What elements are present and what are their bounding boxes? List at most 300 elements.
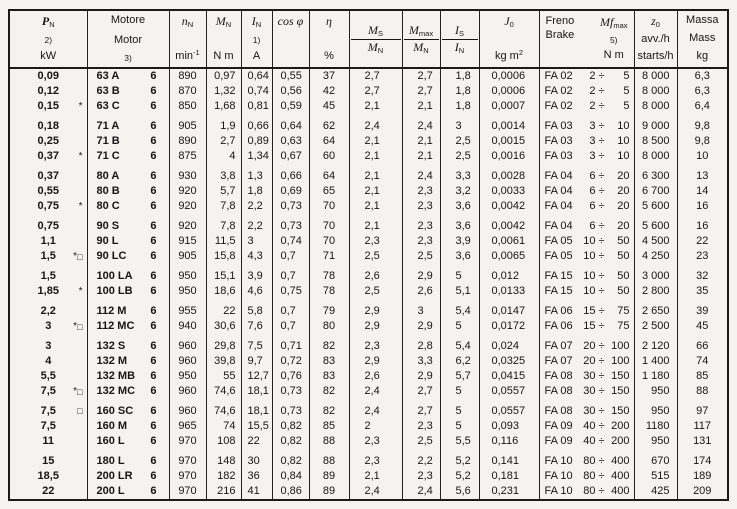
table-row xyxy=(9,84,728,99)
cell-starts: 2 650 xyxy=(634,304,677,319)
pole-count: 6 xyxy=(150,420,157,432)
cell-brake: FA 09 40 ÷ 200 xyxy=(539,434,634,449)
cell-torque: 7,8 xyxy=(206,219,241,234)
cell-mmax-ratio: 2,9 xyxy=(402,319,440,334)
divide-sign: ÷ xyxy=(598,355,605,367)
cell-power: 0,09 xyxy=(9,68,87,84)
pole-count: 6 xyxy=(150,100,157,112)
cell-mass: 117 xyxy=(693,420,712,432)
table-row xyxy=(9,419,728,434)
cell-inertia: 0,0014 xyxy=(479,119,539,134)
cell-cosphi: 0,55 xyxy=(272,68,309,84)
cell-starts: 8 000 xyxy=(634,99,677,114)
cell-speed: 970 xyxy=(169,434,206,449)
cell-current: 36 xyxy=(241,469,272,484)
cell-mmax-ratio: 2,1 xyxy=(402,134,440,149)
col-header-efficiency xyxy=(309,10,349,68)
cell-inertia: 0,0133 xyxy=(479,284,539,299)
cell-inertia: 0,0557 xyxy=(479,384,539,399)
cell-ms-ratio: 2,6 xyxy=(349,369,402,384)
mmax-ratio-fraction: $\frac{M_{max}}{M_N}$ xyxy=(404,24,439,55)
cell-efficiency: 78 xyxy=(309,269,349,284)
cosphi-symbol: cos φ xyxy=(277,14,304,28)
divide-sign: ÷ xyxy=(598,270,605,282)
cell-motor xyxy=(87,304,169,319)
cell-cosphi: 0,7 xyxy=(272,269,309,284)
cell-efficiency: 82 xyxy=(309,339,349,354)
efficiency-unit: % xyxy=(324,50,334,63)
cell-mmax-ratio: 2,4 xyxy=(402,119,440,134)
cell-current: 3 xyxy=(241,234,272,249)
motor-name: 160 M xyxy=(96,420,128,432)
cell-power: 0,55 xyxy=(9,184,87,199)
divide-sign: ÷ xyxy=(598,435,605,447)
cell-torque: 11,5 xyxy=(206,234,241,249)
pole-count: 6 xyxy=(150,250,157,262)
brake-model: FA 10 xyxy=(544,470,573,482)
cell-motor xyxy=(87,269,169,284)
cell-mass: 209 xyxy=(693,485,712,497)
cell-mass: 32 xyxy=(696,270,709,282)
cell-is-ratio: 1,8 xyxy=(440,99,479,114)
divide-sign: ÷ xyxy=(598,170,605,182)
cell-power: 3 *□ xyxy=(9,319,87,334)
cell-is-ratio: 5 xyxy=(440,319,479,334)
cell-speed: 890 xyxy=(169,68,206,84)
cell-is-ratio: 2,5 xyxy=(440,134,479,149)
cell-inertia: 0,0006 xyxy=(479,68,539,84)
cell-power: 0,15 * xyxy=(9,99,87,114)
cell-cosphi: 0,72 xyxy=(272,354,309,369)
cell-mass: 23 xyxy=(696,250,709,262)
torque-unit: N m xyxy=(213,50,234,63)
divide-sign: ÷ xyxy=(598,370,605,382)
cell-motor xyxy=(87,484,169,500)
cell-cosphi: 0,73 xyxy=(272,384,309,399)
cell-speed: 890 xyxy=(169,134,206,149)
motor-name: 71 A xyxy=(96,120,120,132)
cell-is-ratio: 1,8 xyxy=(440,84,479,99)
power-symbol: $P_N$ xyxy=(41,14,55,29)
inertia-unit: kg $m^2$ xyxy=(494,48,523,63)
header-row xyxy=(9,10,728,68)
brake-model: FA 03 xyxy=(544,150,573,162)
col-header-motor xyxy=(87,10,169,68)
current-unit: A xyxy=(252,50,261,63)
brake-model: FA 05 xyxy=(544,235,573,247)
cell-efficiency: 89 xyxy=(309,484,349,500)
cell-speed: 950 xyxy=(169,369,206,384)
brake-label-en: Brake xyxy=(545,28,575,41)
cell-starts: 2 800 xyxy=(634,284,677,299)
cell-cosphi: 0,84 xyxy=(272,469,309,484)
brake-model: FA 08 xyxy=(544,370,573,382)
cell-motor xyxy=(87,369,169,384)
cell-power: 1,5 *□ xyxy=(9,249,87,264)
cell-power: 1,1 xyxy=(9,234,87,249)
cell-is-ratio: 3,2 xyxy=(440,184,479,199)
cell-is-ratio: 5,4 xyxy=(440,339,479,354)
pole-count: 6 xyxy=(150,320,157,332)
cell-current: 1,34 xyxy=(241,149,272,164)
cell-inertia: 0,116 xyxy=(479,434,539,449)
col-header-mmax-ratio xyxy=(402,10,440,68)
cell-motor xyxy=(87,149,169,164)
cell-starts: 6 700 xyxy=(634,184,677,199)
cell-mmax-ratio: 2,1 xyxy=(402,149,440,164)
cell-brake: FA 04 6 ÷ 20 xyxy=(539,169,634,184)
cell-speed: 970 xyxy=(169,454,206,469)
cell-mass: 10 xyxy=(696,150,709,162)
current-note: 1) xyxy=(252,34,261,45)
cell-ms-ratio: 2 xyxy=(349,419,402,434)
cell-brake: FA 15 10 ÷ 50 xyxy=(539,284,634,299)
cell-mass: 74 xyxy=(696,355,709,367)
cell-is-ratio: 5,2 xyxy=(440,454,479,469)
cell-efficiency: 82 xyxy=(309,404,349,419)
brake-note: 5) xyxy=(609,34,618,45)
table-row xyxy=(9,354,728,369)
cell-inertia: 0,0033 xyxy=(479,184,539,199)
cell-speed: 875 xyxy=(169,149,206,164)
cell-brake: FA 02 2 ÷ 5 xyxy=(539,99,634,114)
table-row xyxy=(9,369,728,384)
cell-ms-ratio: 2,9 xyxy=(349,319,402,334)
motor-name: 100 LA xyxy=(96,270,133,282)
cell-ms-ratio: 2,9 xyxy=(349,354,402,369)
cell-starts: 3 000 xyxy=(634,269,677,284)
cell-current: 2,2 xyxy=(241,199,272,214)
table-row xyxy=(9,454,728,469)
cell-brake: FA 08 30 ÷ 150 xyxy=(539,404,634,419)
cell-inertia: 0,0147 xyxy=(479,304,539,319)
divide-sign: ÷ xyxy=(598,200,605,212)
cell-motor xyxy=(87,419,169,434)
cell-starts: 1 400 xyxy=(634,354,677,369)
motor-name: 132 MB xyxy=(96,370,136,382)
motor-name: 90 LC xyxy=(96,250,127,262)
cell-is-ratio: 3,6 xyxy=(440,249,479,264)
pole-count: 6 xyxy=(150,305,157,317)
cell-torque: 74,6 xyxy=(206,404,241,419)
pole-count: 6 xyxy=(150,235,157,247)
pole-count: 6 xyxy=(150,150,157,162)
cell-inertia: 0,0015 xyxy=(479,134,539,149)
cell-motor xyxy=(87,219,169,234)
cell-motor xyxy=(87,319,169,334)
cell-motor xyxy=(87,84,169,99)
cell-motor xyxy=(87,354,169,369)
col-header-torque xyxy=(206,10,241,68)
cell-current: 0,74 xyxy=(241,84,272,99)
cell-current: 1,8 xyxy=(241,184,272,199)
starts-unit-it: avv./h xyxy=(641,33,670,46)
cell-power: 0,37 xyxy=(9,169,87,184)
cell-cosphi: 0,82 xyxy=(272,454,309,469)
brake-unit: N m xyxy=(603,49,624,62)
brake-model: FA 03 xyxy=(544,120,573,132)
cell-starts: 1 180 xyxy=(634,369,677,384)
cell-power: 0,18 xyxy=(9,119,87,134)
cell-efficiency: 71 xyxy=(309,249,349,264)
cell-torque: 182 xyxy=(206,469,241,484)
cell-torque: 4 xyxy=(206,149,241,164)
cell-inertia: 0,0028 xyxy=(479,169,539,184)
cell-power: 1,5 xyxy=(9,269,87,284)
cell-starts: 6 300 xyxy=(634,169,677,184)
cell-power: 7,5 *□ xyxy=(9,384,87,399)
cell-current: 0,89 xyxy=(241,134,272,149)
cell-ms-ratio: 2,3 xyxy=(349,234,402,249)
cell-inertia: 0,0042 xyxy=(479,199,539,214)
motor-name: 132 S xyxy=(96,340,126,352)
is-ratio-fraction: $\frac{I_S}{I_N}$ xyxy=(442,24,478,55)
cell-cosphi: 0,75 xyxy=(272,284,309,299)
table-row xyxy=(9,199,728,214)
cell-mmax-ratio: 2,5 xyxy=(402,249,440,264)
cell-brake: FA 03 3 ÷ 10 xyxy=(539,134,634,149)
pole-count: 6 xyxy=(150,405,157,417)
cell-is-ratio: 3,9 xyxy=(440,234,479,249)
motor-name: 71 B xyxy=(96,135,120,147)
cell-brake: FA 09 40 ÷ 200 xyxy=(539,419,634,434)
cell-power: 5,5 xyxy=(9,369,87,384)
divide-sign: ÷ xyxy=(598,485,605,497)
motor-label-it: Motore xyxy=(110,14,146,26)
cell-is-ratio: 3,6 xyxy=(440,219,479,234)
divide-sign: ÷ xyxy=(598,285,605,297)
brake-model: FA 06 xyxy=(544,320,573,332)
ms-ratio-fraction: $\frac{M_S}{M_N}$ xyxy=(351,24,401,55)
cell-ms-ratio: 2,1 xyxy=(349,149,402,164)
cell-cosphi: 0,7 xyxy=(272,304,309,319)
cell-efficiency: 89 xyxy=(309,469,349,484)
divide-sign: ÷ xyxy=(598,220,605,232)
motor-name: 160 L xyxy=(96,435,125,447)
cell-mass: 97 xyxy=(696,405,709,417)
cell-motor xyxy=(87,134,169,149)
table-row xyxy=(9,134,728,149)
cell-starts: 8 000 xyxy=(634,149,677,164)
divide-sign: ÷ xyxy=(598,470,605,482)
col-header-cosphi xyxy=(272,10,309,68)
cell-ms-ratio: 2,6 xyxy=(349,269,402,284)
cell-torque: 148 xyxy=(206,454,241,469)
motor-name: 90 S xyxy=(96,220,120,232)
brake-model: FA 02 xyxy=(544,70,573,82)
cell-brake: FA 10 80 ÷ 400 xyxy=(539,484,634,500)
motor-name: 63 A xyxy=(96,70,120,82)
cell-motor xyxy=(87,68,169,84)
cell-torque: 7,8 xyxy=(206,199,241,214)
cell-inertia: 0,0006 xyxy=(479,84,539,99)
cell-motor xyxy=(87,184,169,199)
starts-symbol: $z_0$ xyxy=(651,14,660,29)
power-unit: kW xyxy=(40,50,57,63)
cell-is-ratio: 3 xyxy=(440,119,479,134)
cell-current: 9,7 xyxy=(241,354,272,369)
divide-sign: ÷ xyxy=(598,305,605,317)
cell-mmax-ratio: 2,4 xyxy=(402,484,440,500)
cell-speed: 960 xyxy=(169,339,206,354)
cell-current: 3,9 xyxy=(241,269,272,284)
table-row xyxy=(9,184,728,199)
cell-starts: 950 xyxy=(634,404,677,419)
cell-motor xyxy=(87,234,169,249)
cell-is-ratio: 5 xyxy=(440,419,479,434)
cell-motor xyxy=(87,339,169,354)
cell-mmax-ratio: 2,7 xyxy=(402,84,440,99)
pole-count: 6 xyxy=(150,455,157,467)
brake-model: FA 08 xyxy=(544,405,573,417)
cell-is-ratio: 1,8 xyxy=(440,68,479,84)
cell-motor xyxy=(87,404,169,419)
cell-mass: 131 xyxy=(693,435,712,447)
divide-sign: ÷ xyxy=(598,85,605,97)
cell-speed: 905 xyxy=(169,119,206,134)
cell-brake: FA 08 30 ÷ 150 xyxy=(539,369,634,384)
cell-starts: 2 500 xyxy=(634,319,677,334)
mass-label-it: Massa xyxy=(686,14,719,26)
col-header-is-ratio xyxy=(440,10,479,68)
cell-starts: 4 500 xyxy=(634,234,677,249)
cell-mass: 39 xyxy=(696,305,709,317)
cell-efficiency: 88 xyxy=(309,454,349,469)
cell-current: 2,2 xyxy=(241,219,272,234)
cell-speed: 960 xyxy=(169,384,206,399)
table-row xyxy=(9,219,728,234)
pole-count: 6 xyxy=(150,370,157,382)
motor-name: 100 LB xyxy=(96,285,133,297)
cell-ms-ratio: 2,7 xyxy=(349,68,402,84)
cell-speed: 970 xyxy=(169,484,206,500)
cell-efficiency: 80 xyxy=(309,319,349,334)
motor-note: 3) xyxy=(124,53,132,64)
cell-inertia: 0,181 xyxy=(479,469,539,484)
cell-ms-ratio: 2,9 xyxy=(349,304,402,319)
divide-sign: ÷ xyxy=(598,135,605,147)
cell-power: 18,5 xyxy=(9,469,87,484)
pole-count: 6 xyxy=(150,85,157,97)
cell-efficiency: 64 xyxy=(309,134,349,149)
cell-speed: 920 xyxy=(169,184,206,199)
cell-mass: 9,8 xyxy=(694,135,710,147)
cell-mass: 85 xyxy=(696,370,709,382)
pole-count: 6 xyxy=(150,270,157,282)
cell-cosphi: 0,69 xyxy=(272,184,309,199)
pole-count: 6 xyxy=(150,385,157,397)
cell-ms-ratio: 2,1 xyxy=(349,219,402,234)
cell-motor xyxy=(87,199,169,214)
cell-brake: FA 04 6 ÷ 20 xyxy=(539,184,634,199)
square-marker: □ xyxy=(77,252,83,262)
col-header-ms-ratio xyxy=(349,10,402,68)
brake-model: FA 15 xyxy=(544,270,573,282)
col-header-starts xyxy=(634,10,677,68)
table-header xyxy=(9,10,728,68)
cell-mass: 14 xyxy=(696,185,709,197)
cell-mmax-ratio: 2,6 xyxy=(402,284,440,299)
cell-motor xyxy=(87,434,169,449)
pole-count: 6 xyxy=(150,70,157,82)
cell-starts: 670 xyxy=(634,454,677,469)
cell-cosphi: 0,86 xyxy=(272,484,309,500)
cell-torque: 5,7 xyxy=(206,184,241,199)
cell-motor xyxy=(87,384,169,399)
brake-model: FA 02 xyxy=(544,100,573,112)
motor-name: 71 C xyxy=(96,150,120,162)
current-symbol: $I_N$ xyxy=(251,14,262,29)
cell-brake: FA 05 10 ÷ 50 xyxy=(539,234,634,249)
cell-power: 3 xyxy=(9,339,87,354)
table-row xyxy=(9,169,728,184)
cell-efficiency: 83 xyxy=(309,354,349,369)
cell-brake: FA 07 20 ÷ 100 xyxy=(539,354,634,369)
cell-starts: 2 120 xyxy=(634,339,677,354)
cell-power: 0,12 xyxy=(9,84,87,99)
cell-torque: 74,6 xyxy=(206,384,241,399)
cell-efficiency: 70 xyxy=(309,219,349,234)
cell-inertia: 0,141 xyxy=(479,454,539,469)
cell-power: 2,2 xyxy=(9,304,87,319)
motor-spec-table xyxy=(8,9,729,501)
table-body xyxy=(9,68,728,500)
motor-name: 200 L xyxy=(96,485,125,497)
cell-power: 0,75 xyxy=(9,219,87,234)
cell-ms-ratio: 2,1 xyxy=(349,169,402,184)
cell-mmax-ratio: 2,8 xyxy=(402,339,440,354)
col-header-inertia xyxy=(479,10,539,68)
cell-brake: FA 07 20 ÷ 100 xyxy=(539,339,634,354)
cell-is-ratio: 5 xyxy=(440,269,479,284)
cell-torque: 39,8 xyxy=(206,354,241,369)
cell-efficiency: 70 xyxy=(309,199,349,214)
cell-inertia: 0,0061 xyxy=(479,234,539,249)
cell-mmax-ratio: 3,3 xyxy=(402,354,440,369)
cell-starts: 9 000 xyxy=(634,119,677,134)
cell-is-ratio: 3,3 xyxy=(440,169,479,184)
cell-speed: 955 xyxy=(169,304,206,319)
cell-ms-ratio: 2,1 xyxy=(349,99,402,114)
cell-starts: 8 500 xyxy=(634,134,677,149)
cell-speed: 920 xyxy=(169,219,206,234)
cell-mmax-ratio: 2,5 xyxy=(402,434,440,449)
col-header-current xyxy=(241,10,272,68)
cell-mmax-ratio: 2,7 xyxy=(402,68,440,84)
brake-model: FA 09 xyxy=(544,435,573,447)
pole-count: 6 xyxy=(150,470,157,482)
inertia-symbol: $J_0$ xyxy=(504,14,514,29)
cell-torque: 3,8 xyxy=(206,169,241,184)
cell-is-ratio: 5,2 xyxy=(440,469,479,484)
motor-name: 132 M xyxy=(96,355,128,367)
asterisk-marker: * xyxy=(78,101,83,112)
cell-current: 0,66 xyxy=(241,119,272,134)
cell-brake: FA 05 10 ÷ 50 xyxy=(539,249,634,264)
cell-cosphi: 0,67 xyxy=(272,149,309,164)
cell-mmax-ratio: 2,7 xyxy=(402,404,440,419)
motor-name: 63 C xyxy=(96,100,120,112)
cell-inertia: 0,012 xyxy=(479,269,539,284)
cell-power: 11 xyxy=(9,434,87,449)
cell-starts: 5 600 xyxy=(634,219,677,234)
divide-sign: ÷ xyxy=(598,420,605,432)
motor-name: 80 A xyxy=(96,170,120,182)
cell-ms-ratio: 2,1 xyxy=(349,199,402,214)
pole-count: 6 xyxy=(150,485,157,497)
table-row xyxy=(9,319,728,334)
motor-name: 90 L xyxy=(96,235,119,247)
